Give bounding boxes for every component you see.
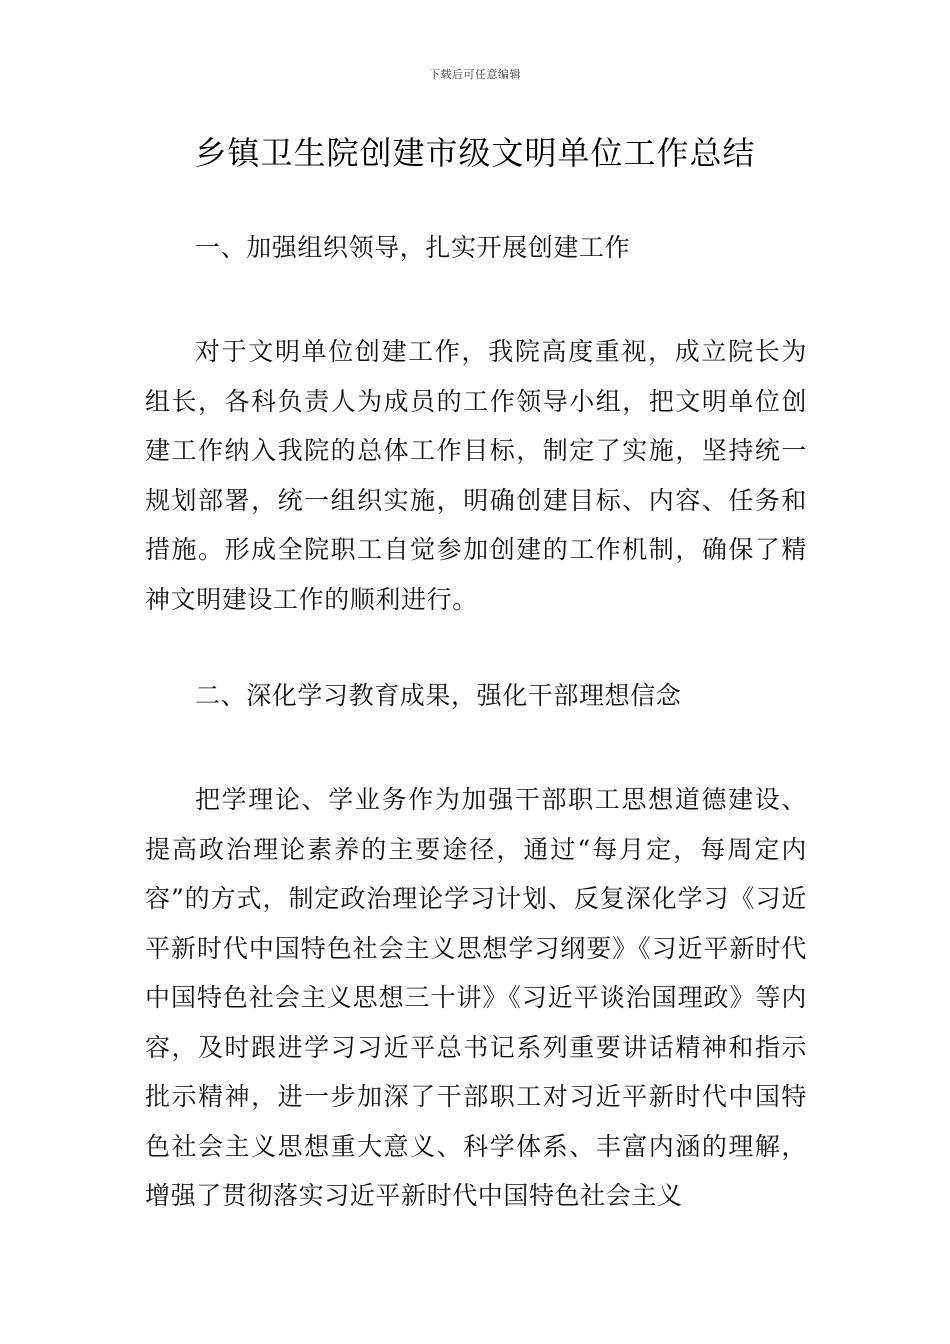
section-heading-1: 一、加强组织领导，扎实开展创建工作 <box>195 233 631 262</box>
section-paragraph-2: 把学理论、学业务作为加强干部职工思想道德建设、提高政治理论素养的主要途径，通过“每月定，每周定内容”的方式，制定政治理论学习计划、反复深化学习《习近平新时代中国特色社会主义思想学习纲要》《习近平新时代中国特色社会主义思想三十讲》《习近平谈治国理政》等内容，及时跟进学习习近平总书记系列重要讲话精神和指示批示精神，进一步加深了干部职工对习近平新时代中国特色社会主义思想重大意义、科学体系、丰富内涵的理解，增强了贯彻落实习近平新时代中国特色社会主义 <box>145 785 807 1210</box>
page-title: 乡镇卫生院创建市级文明单位工作总结 <box>194 134 756 172</box>
section-paragraph-1: 对于文明单位创建工作，我院高度重视，成立院长为组长，各科负责人为成员的工作领导小组，把文明单位创建工作纳入我院的总体工作目标，制定了实施，坚持统一规划部署，统一组织实施，明确创建目标、内容、任务和措施。形成全院职工自觉参加创建的工作机制，确保了精神文明建设工作的顺利进行。 <box>145 337 807 614</box>
header-note: 下载后可任意编辑 <box>429 68 521 81</box>
section-heading-2: 二、深化学习教育成果，强化干部理想信念 <box>195 681 682 710</box>
